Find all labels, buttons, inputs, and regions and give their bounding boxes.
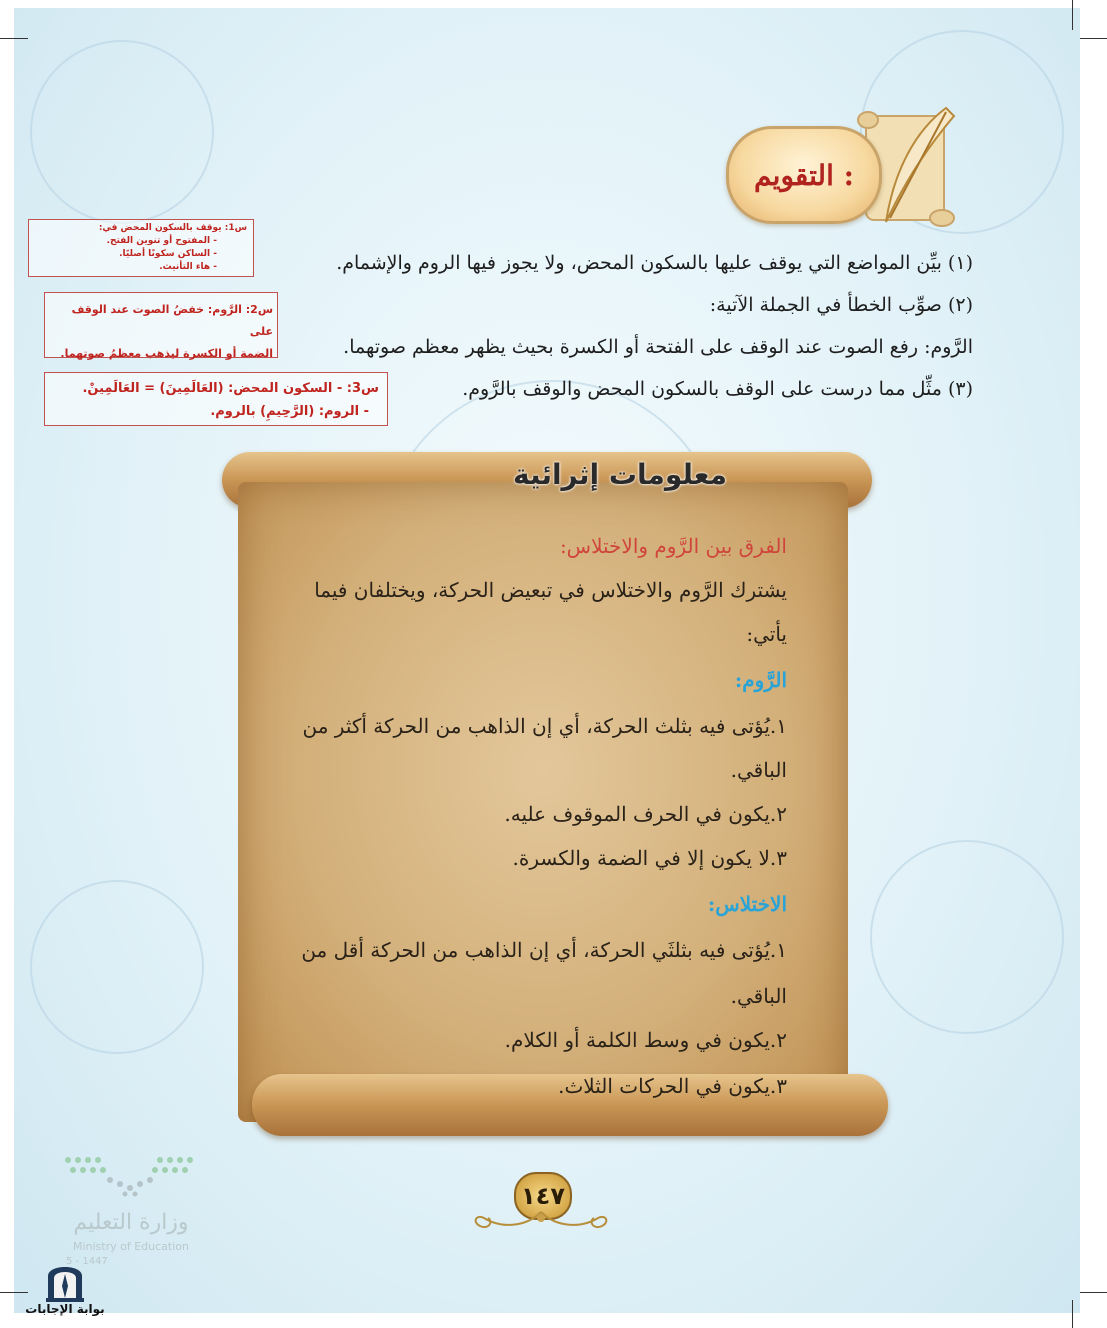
rawm-heading: الرَّوم:	[734, 668, 787, 692]
crop-mark	[1072, 1300, 1073, 1328]
question-2: (٢) صوِّب الخطأ في الجملة الآتية:	[709, 294, 973, 316]
ikhtilas-point-2: ٢.يكون في وسط الكلمة أو الكلام.	[504, 1028, 787, 1052]
ikhtilas-point-3: ٣.يكون في الحركات الثلاث.	[558, 1074, 787, 1098]
answer-1-line: - الساكن سكونًا أصليًا.	[119, 249, 217, 259]
evaluation-badge	[726, 126, 882, 224]
rawm-point-2: ٢.يكون في الحرف الموقوف عليه.	[504, 802, 787, 826]
answer-3-line: - الروم: (الرَّحِيمِ) بالروم.	[210, 404, 369, 419]
enrichment-title: معلومات إثرائية	[513, 458, 727, 491]
crop-mark	[0, 38, 28, 39]
enrichment-intro-line-2: يأتي:	[746, 622, 787, 646]
gate-logo-icon	[40, 1254, 90, 1304]
question-1: (١) بيِّن المواضع التي يوقف عليها بالسكون المحض، ولا يجوز فيها الروم والإشمام.	[336, 252, 973, 274]
answer-1-line: - هاء التأنيث.	[159, 262, 217, 272]
crop-mark	[1072, 0, 1073, 30]
answer-box-3	[44, 372, 388, 426]
background-ornament	[30, 880, 204, 1054]
crop-mark	[1080, 38, 1107, 39]
ikhtilas-heading: الاختلاس:	[707, 892, 787, 916]
background-ornament	[30, 40, 214, 224]
ministry-name-english: Ministry of Education	[72, 1240, 189, 1253]
rawm-point-1: ١.يُؤتى فيه بثلث الحركة، أي إن الذاهب من الحركة أكثر من	[302, 714, 787, 738]
enrichment-intro-line-1: يشترك الرَّوم والاختلاس في تبعيض الحركة، ويختلفان فيما	[314, 578, 787, 602]
question-2-sentence: الرَّوم: رفع الصوت عند الوقف على الفتحة أو الكسرة بحيث يظهر معظم صوتهما.	[343, 336, 973, 358]
enrichment-subtitle: الفرق بين الرَّوم والاختلاس:	[559, 534, 787, 558]
ministry-year: 5 - 1447	[66, 1256, 108, 1267]
answer-box-1	[28, 219, 254, 277]
page-number: ١٤٧	[521, 1182, 565, 1210]
answer-1-line: - المفتوح أو تنوين الفتح.	[106, 236, 217, 246]
answer-2-line: الضمة أو الكسرة ليذهب معظمُ صوتهما.	[60, 347, 273, 360]
ministry-logo-dots-icon	[60, 1152, 200, 1200]
answer-box-2	[44, 292, 278, 358]
background-ornament	[870, 840, 1064, 1034]
ministry-name-arabic: وزارة التعليم	[73, 1210, 189, 1235]
ikhtilas-point-1: ١.يُؤتى فيه بثلثَي الحركة، أي إن الذاهب من الحركة أقل من	[301, 938, 787, 962]
rawm-point-3: ٣.لا يكون إلا في الضمة والكسرة.	[512, 846, 787, 870]
answer-1-line: س1: يوقف بالسكون المحض في:	[98, 223, 247, 233]
question-3: (٣) مثِّل مما درست على الوقف بالسكون المحض والوقف بالرَّوم.	[462, 378, 973, 400]
ikhtilas-point-1-continued: الباقي.	[730, 984, 787, 1008]
watermark-text: بوابة الإجابات	[25, 1302, 105, 1316]
answer-3-line: س3: - السكون المحض: (العَالَمِينَ) = العَالَمِينْ.	[82, 381, 379, 396]
crop-mark	[1080, 1292, 1107, 1293]
crop-mark	[0, 1292, 28, 1293]
answer-2-line: س2: الرَّوم: خفضُ الصوت عند الوقف على	[71, 303, 273, 338]
ornamental-flourish-icon	[470, 1206, 612, 1234]
rawm-point-1-continued: الباقي.	[730, 758, 787, 782]
evaluation-title: التقويم :	[754, 158, 854, 192]
